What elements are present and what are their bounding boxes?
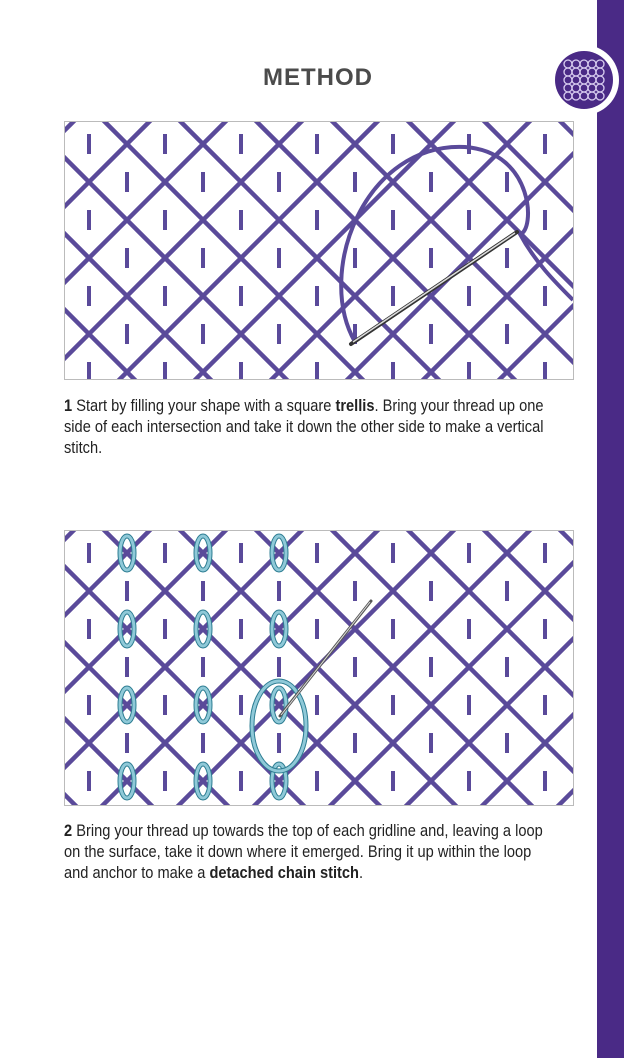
step-2-illustration [64,530,574,806]
step-2-number: 2 [64,821,73,840]
badge-pattern-loop [564,92,572,100]
step-1-drawing [65,122,573,379]
trellis-thread [347,531,573,805]
badge-pattern-loop [572,92,580,100]
badge-pattern-loop [588,92,596,100]
step-2-caption [64,820,554,883]
step-1-text: Start by filling your shape with a square [72,396,336,415]
badge-pattern-loop [580,92,588,100]
needle-highlight [353,233,515,342]
trellis-thread [65,122,241,379]
trellis-thread [469,122,573,379]
step-1-text-end: . Bring your thread up one side of each intersection and take it down the other side to make a vertical stitch. [64,396,544,457]
trellis-thread [65,122,346,379]
trellis-thread [65,531,393,805]
page-title: METHOD [263,64,373,91]
badge-pattern-loop [596,92,604,100]
trellis-thread [65,531,287,805]
step-2-text-end: . [358,863,364,882]
step-2-text: Bring your thread up towards the top of each gridline and, leaving a loop on the surface, take it down where it emerged. Bring it up within the loop and anchor to make a [64,821,543,882]
step-1-term: trellis [335,396,375,415]
step-1-number: 1 [64,396,73,415]
step-1-illustration [64,121,574,380]
step-1-caption [64,395,554,458]
step-2-drawing [65,531,573,805]
sidebar-accent-bar [597,0,624,1058]
step-2-term: detached chain stitch [209,863,359,882]
trellis-thread [393,122,573,379]
trellis-thread [65,531,165,805]
